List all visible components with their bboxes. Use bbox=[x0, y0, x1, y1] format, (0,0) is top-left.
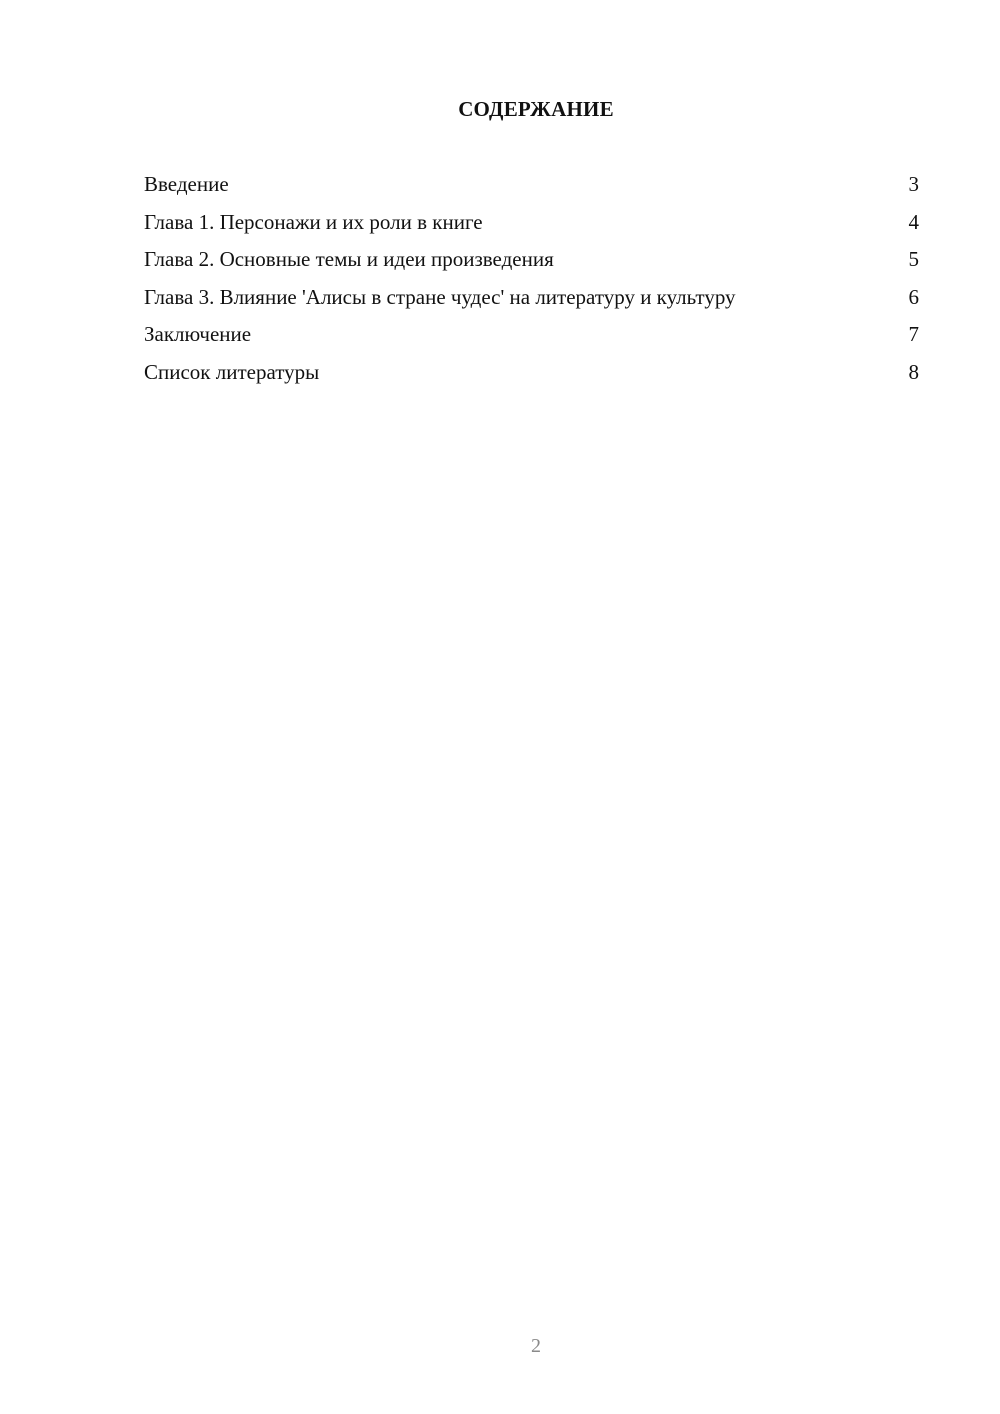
toc-entry-page-number: 4 bbox=[908, 209, 919, 234]
toc-entry-label: Заключение bbox=[144, 322, 252, 346]
toc-entry-chapter-3[interactable] bbox=[144, 284, 919, 310]
table-of-contents bbox=[144, 171, 919, 396]
toc-entry-label: Введение bbox=[144, 172, 229, 196]
toc-entry-page-number: 8 bbox=[908, 359, 919, 384]
toc-entry-label: Глава 1. Персонажи и их роли в книге bbox=[144, 209, 483, 234]
toc-entry-chapter-2[interactable] bbox=[144, 246, 919, 272]
toc-entry-page-number: 3 bbox=[908, 172, 919, 196]
toc-title: СОДЕРЖАНИЕ bbox=[458, 97, 614, 121]
toc-entry-introduction[interactable] bbox=[144, 171, 919, 197]
toc-entry-label: Список литературы bbox=[144, 359, 320, 384]
toc-entry-page-number: 7 bbox=[908, 322, 919, 346]
toc-entry-chapter-1[interactable] bbox=[144, 209, 919, 235]
toc-entry-page-number: 5 bbox=[908, 247, 919, 271]
toc-entry-conclusion[interactable] bbox=[144, 321, 919, 347]
toc-entry-label: Глава 2. Основные темы и идеи произведения bbox=[144, 247, 554, 271]
toc-entry-label: Глава 3. Влияние 'Алисы в стране чудес' на литературу и культуру bbox=[144, 284, 736, 309]
toc-entry-bibliography[interactable] bbox=[144, 359, 919, 385]
page-number: 2 bbox=[531, 1335, 541, 1357]
toc-entry-page-number: 6 bbox=[908, 284, 919, 309]
